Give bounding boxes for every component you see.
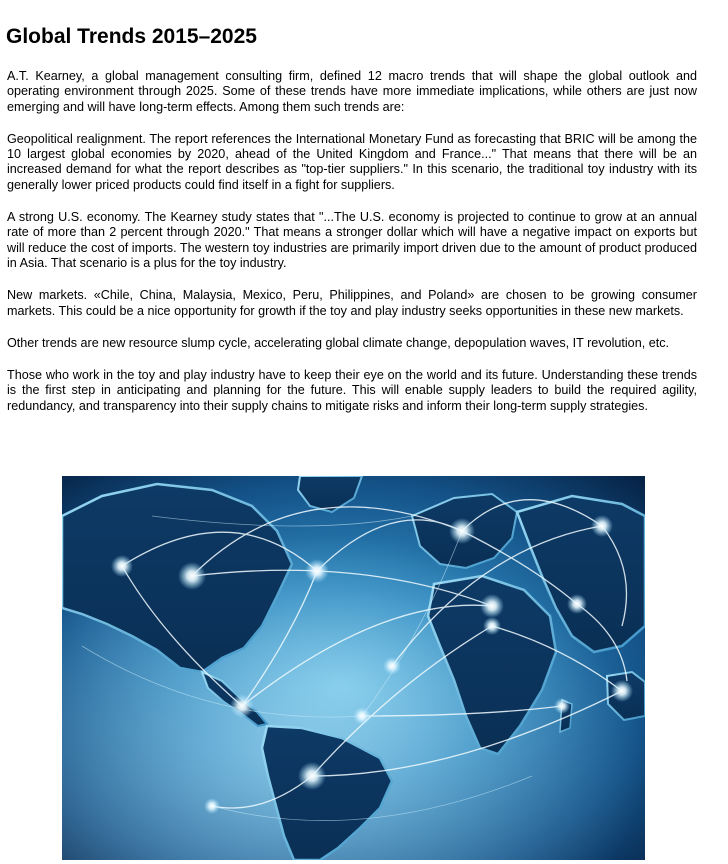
paragraph-conclusion: Those who work in the toy and play industry have to keep their eye on the world and its future. Understanding these trends is the first step in anticipating and planning for the future. This will enable supply leaders to build the required agility, redundancy, and transparency into their supply chains to mitigate risks and inform their long-term supply strategies. (7, 368, 697, 413)
paragraph-us-economy: A strong U.S. economy. The Kearney study states that "...The U.S. economy is projected to continue to grow at an annual rate of more than 2 percent through 2020." That means a stronger dollar which will have a negative impact on exports but will reduce the cost of imports. The western toy industries are primarily import driven due to the amount of product produced in Asia. That scenario is a plus for the toy industry. (7, 210, 697, 270)
paragraph-new-markets: New markets. «Chile, China, Malaysia, Mexico, Peru, Philippines, and Poland» are chosen to be growing consumer markets. This could be a nice opportunity for growth if the toy and play industry seeks opportunities in these new markets. (7, 288, 697, 318)
paragraph-geopolitical: Geopolitical realignment. The report references the International Monetary Fund as forecasting that BRIC will be among the 10 largest global economies by 2020, ahead of the United Kingdom and France..." That means that there will be an increased demand for what the report describes as "top-tier suppliers." In this scenario, the traditional toy industry with its generally lower priced products could find itself in a fight for suppliers. (7, 131, 697, 192)
article-body (7, 69, 697, 431)
paragraph-intro: A.T. Kearney, a global management consulting firm, defined 12 macro trends that will shape the global outlook and operating environment through 2025. Some of these trends have more immediate implications, while others are just now emerging and will have long-term effects. Among them such trends are: (7, 69, 697, 114)
world-network-image (62, 476, 645, 860)
page-title: Global Trends 2015–2025 (6, 25, 257, 48)
paragraph-other-trends: Other trends are new resource slump cycle, accelerating global climate change, depopulation waves, IT revolution, etc. (7, 335, 669, 350)
